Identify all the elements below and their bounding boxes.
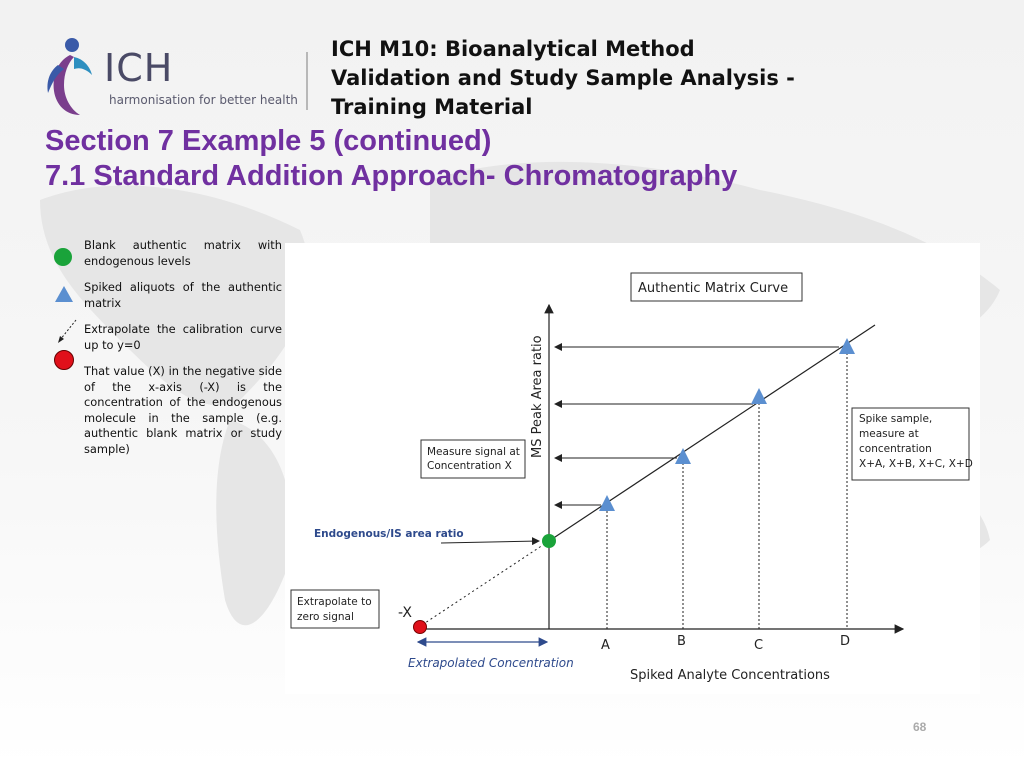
x-tick-b: B (677, 634, 686, 649)
x-tick-d: D (840, 634, 851, 649)
measure-box-line2: Concentration X (427, 460, 512, 472)
section-title-line1: Section 7 Example 5 (continued) (45, 125, 492, 157)
legend-text: Spiked aliquots of the authentic matrix (84, 280, 282, 310)
extrapolation-line (425, 541, 549, 623)
spike-box-line1: Spike sample, (859, 413, 933, 425)
header-title-line: ICH M10: Bioanalytical Method (331, 37, 695, 61)
x-tick-c: C (754, 638, 764, 653)
spike-triangle-c (751, 388, 767, 404)
header-divider (306, 52, 308, 110)
diagram-svg (285, 243, 980, 694)
dashed-arrow-icon (54, 318, 80, 348)
spike-box-line4: X+A, X+B, X+C, X+D (859, 458, 973, 470)
extrapolated-concentration-label: Extrapolated Concentration (408, 656, 574, 670)
ich-logo-mark (40, 35, 110, 120)
blue-triangle-icon (54, 285, 74, 303)
neg-x-label: -X (398, 605, 412, 621)
legend-item-extrapolate (50, 322, 282, 353)
extrapolated-point (414, 621, 427, 634)
endogenous-point (542, 534, 556, 548)
endogenous-arrow (441, 541, 539, 543)
legend-text: That value (X) in the negative side of the x-axis (-X) is the concentration of the endogenous molecule in the sample (e.g. authentic blank matrix or study sample) (84, 364, 282, 456)
page-number: 68 (913, 720, 927, 734)
calibration-line (549, 325, 875, 541)
x-axis-label: Spiked Analyte Concentrations (630, 668, 830, 683)
legend-text: Blank authentic matrix with endogenous levels (84, 238, 282, 268)
spike-box-line3: concentration (859, 443, 932, 455)
spike-box-line2: measure at (859, 428, 919, 440)
legend-text: Extrapolate the calibration curve up to y=0 (84, 322, 282, 352)
extrapolate-box-line2: zero signal (297, 611, 354, 623)
curve-label-text: Authentic Matrix Curve (638, 281, 789, 296)
endogenous-label: Endogenous/IS area ratio (314, 528, 464, 540)
x-tick-a: A (601, 638, 610, 653)
legend-item-spiked-aliquots (50, 280, 282, 311)
legend-item-x-value (50, 364, 282, 457)
legend-item-blank-matrix (50, 238, 282, 269)
spike-triangle-a (599, 495, 615, 511)
header-title (331, 35, 851, 122)
legend (50, 238, 282, 468)
logo-tagline: harmonisation for better health (109, 93, 298, 107)
logo-wordmark: ICH (104, 46, 174, 90)
measure-box-line1: Measure signal at (427, 446, 520, 458)
header-title-line: Training Material (331, 95, 533, 119)
extrapolate-box-line1: Extrapolate to (297, 596, 372, 608)
section-title-line2: 7.1 Standard Addition Approach- Chromatography (45, 160, 738, 192)
green-circle-icon (54, 248, 72, 266)
header-title-line: Validation and Study Sample Analysis - (331, 66, 795, 90)
y-axis-label: MS Peak Area ratio (530, 335, 545, 458)
standard-addition-diagram (285, 243, 980, 694)
section-title (45, 124, 737, 194)
